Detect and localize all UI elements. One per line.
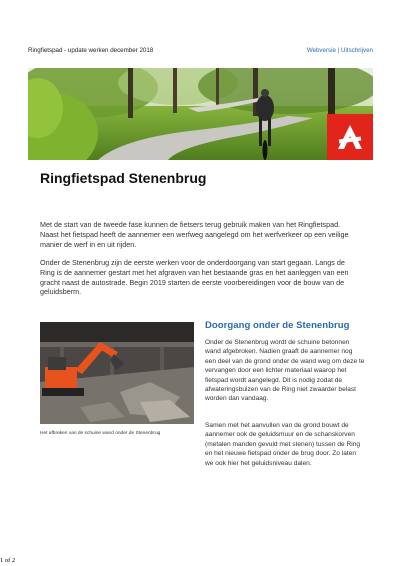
section-heading: Doorgang onder de Stenenbrug bbox=[205, 320, 350, 331]
section-paragraph: Samen met het aanvullen van de grond bouwt de aannemer ook de geluidsmuur en de schanskorven (metalen manden gevuld met stenen) tussen de Ring en het nieuwe fietspad onder de brug door. Zo laten we ook hier het geluidsniveau dalen. bbox=[205, 422, 361, 467]
header-links bbox=[307, 47, 373, 55]
section-paragraph: Onder de Stenenbrug wordt de schuine betonnen wand afgebroken. Nadien graaft de aannemer nog een deel van de grond onder de wand weg om deze te vervangen door een lichter materiaal waarop het fietspad wordt aangelegd. Dit is nodig zodat de afwateringsbuizen van de Ring niet zwaarder belast worden dan vandaag. bbox=[205, 339, 365, 403]
newsletter-title: Ringfietspad - update werken december 2018 bbox=[28, 47, 154, 54]
unsubscribe-link[interactable]: Uitschrijven bbox=[341, 47, 373, 54]
antwerpen-logo-icon bbox=[327, 114, 373, 160]
hero-bike-path-photo bbox=[28, 68, 373, 160]
link-separator: | bbox=[337, 47, 340, 54]
page-number: 1 of 2 bbox=[0, 557, 16, 564]
works-paragraph: Onder de Stenenbrug zijn de eerste werken voor de onderdoorgang van start gegaan. Langs de Ring is de aannemer gestart met het afgraven van het bestaande gras en het aanleggen van een gracht naast de autostrade. Begin 2019 starten de eerste voorbereidingen voor de bouw van de geluidsberm. bbox=[40, 258, 349, 297]
photo-caption: Het afbreken van de schuine wand onder de Stenenbrug bbox=[40, 431, 161, 436]
intro-paragraph: Met de start van de tweede fase kunnen de fietsers terug gebruik maken van het Ringfietspad. Naast het fietspad heeft de aannemer een werfweg aangelegd om het werfverkeer op een veilige manier de werf in en uit rijden. bbox=[40, 220, 349, 249]
hero-image bbox=[28, 68, 373, 160]
webversion-link[interactable]: Webversie bbox=[306, 47, 336, 54]
header-bar bbox=[28, 47, 373, 55]
demolition-photo bbox=[40, 322, 194, 424]
page-title: Ringfietspad Stenenbrug bbox=[40, 170, 207, 186]
